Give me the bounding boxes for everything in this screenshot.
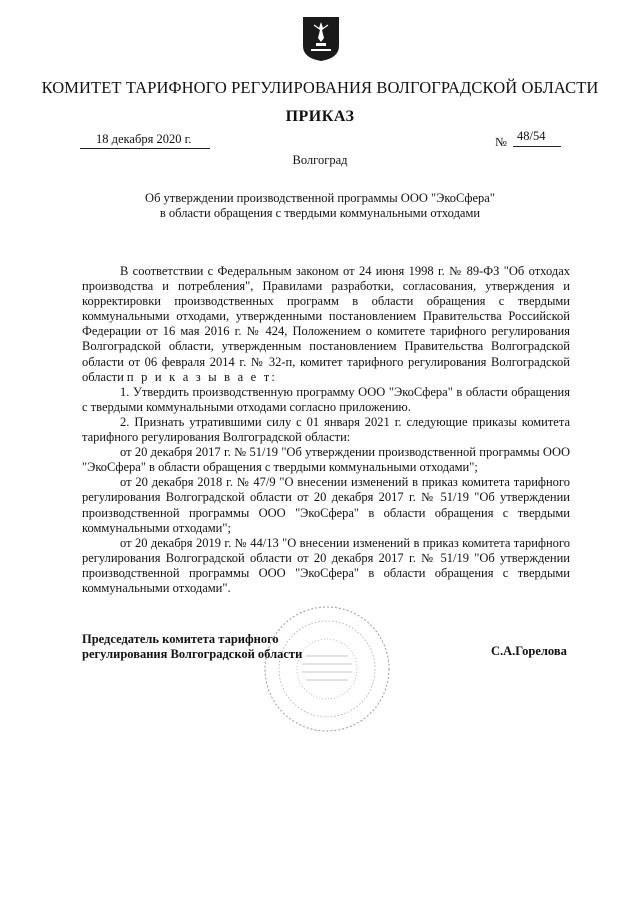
number-underline [513,146,561,147]
preamble-text: В соответствии с Федеральным законом от 24 июня 1998 г. № 89-ФЗ "Об отходах производства и потребления", Правилами разработки, согласования, утверждения и корректировки производственных программ в области обращения с твердыми коммунальными отходами, утвержденными постановлением Правительства Российской Федерации от 16 мая 2016 г. № 424, Положением о комитете тарифного регулирования Волгоградской области, утвержденным постановлением Правительства Волгоградской области от 06 февраля 2014 г. № 32-п, комитет тарифного регулирования Волгоградской области [82,264,570,384]
order-subject [0,191,640,221]
repealed-order-1: от 20 декабря 2017 г. № 51/19 "Об утверждении производственной программы ООО "ЭкоСфера" в области обращения с твердыми коммунальными отходами"; [82,445,570,475]
number-sign: № [495,135,507,149]
signatory-title [82,632,302,662]
item-1: 1. Утвердить производственную программу ООО "ЭкоСфера" в области обращения с твердыми коммунальными отходами согласно приложению. [82,384,570,414]
signatory-name: С.А.Горелова [491,644,567,658]
subject-line-1: Об утверждении производственной программы ООО "ЭкоСфера" [145,191,495,205]
repealed-order-3: от 20 декабря 2019 г. № 44/13 "О внесении изменений в приказ комитета тарифного регулирования Волгоградской области от 20 декабря 2017 г. № 51/19 "Об утверждении производственной программы ООО "ЭкоСфера" в области обращения с твердыми коммунальными отходами". [82,535,570,595]
signatory-title-line-1: Председатель комитета тарифного [82,632,279,646]
official-seal-icon [262,604,392,734]
order-body [82,264,570,596]
signatory-title-line-2: регулирования Волгоградской области [82,647,303,661]
committee-name: КОМИТЕТ ТАРИФНОГО РЕГУЛИРОВАНИЯ ВОЛГОГРАДСКОЙ ОБЛАСТИ [41,78,599,97]
date-underline [80,148,210,149]
preamble-paragraph [82,264,570,385]
orders-word: п р и к а з ы в а е т: [126,369,278,384]
order-number: 48/54 [517,129,546,143]
repealed-order-2: от 20 декабря 2018 г. № 47/9 "О внесении изменений в приказ комитета тарифного регулирования Волгоградской области от 20 декабря 2017 г. № 51/19 "Об утверждении производственной программы ООО "ЭкоСфера" в области обращения с твердыми коммунальными отходами"; [82,475,570,535]
city-name: Волгоград [292,153,348,167]
document-type-title: ПРИКАЗ [285,108,355,125]
volgograd-emblem-icon [302,16,340,62]
subject-line-2: в области обращения с твердыми коммунальными отходами [159,206,481,220]
order-date: 18 декабря 2020 г. [96,132,192,146]
item-2: 2. Признать утратившими силу с 01 января 2021 г. следующие приказы комитета тарифного регулирования Волгоградской области: [82,414,570,445]
